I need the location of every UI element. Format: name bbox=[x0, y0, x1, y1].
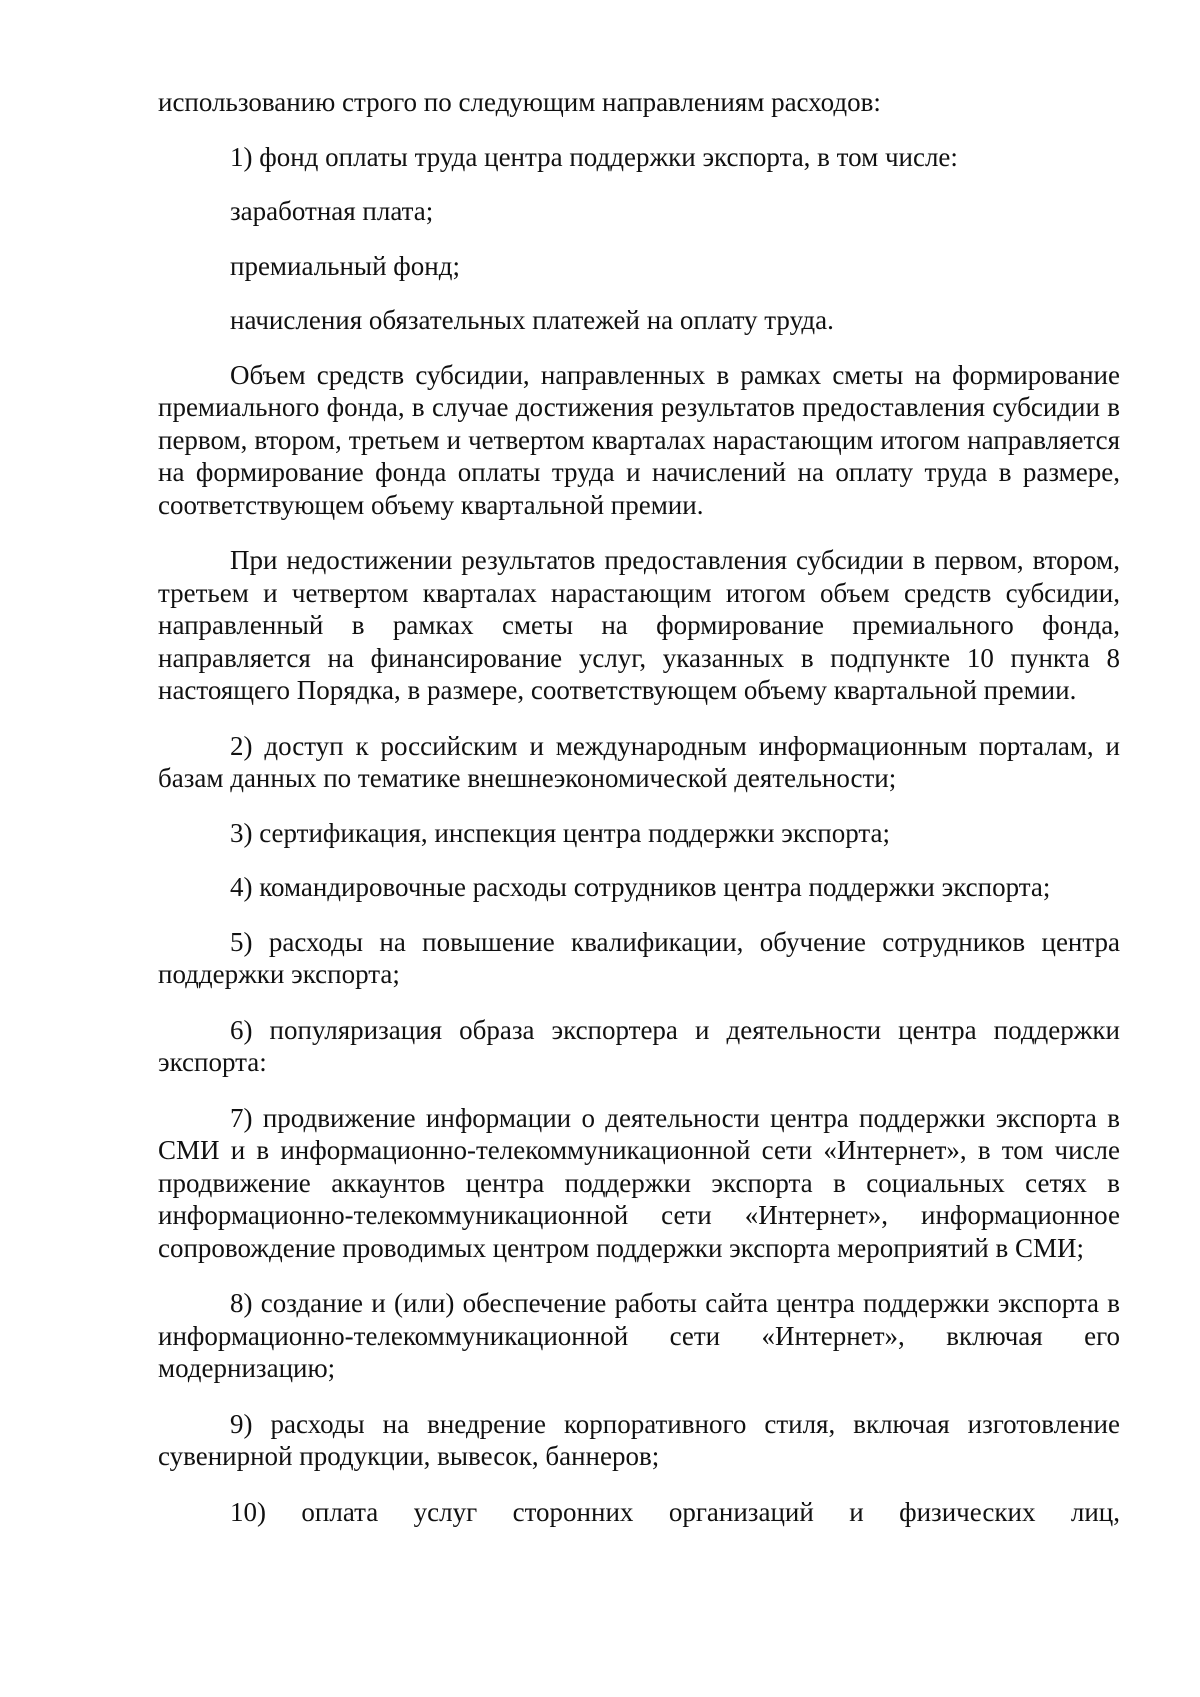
list-item-10: 10) оплата услуг сторонних организаций и физических лиц, bbox=[230, 1496, 1120, 1527]
list-item-2: 2) доступ к российским и международным информационным порталам, и базам данных по тематике внешнеэкономической деятельности; bbox=[158, 730, 1120, 793]
paragraph-intro: использованию строго по следующим направлениям расходов: bbox=[158, 87, 881, 117]
document-body bbox=[158, 86, 1120, 1528]
sub-item-salary: заработная плата; bbox=[230, 196, 434, 226]
list-item-7: 7) продвижение информации о деятельности центра поддержки экспорта в СМИ и в информационно-телекоммуникационной сети «Интернет», в том числе продвижение аккаунтов центра поддержки экспорта в социальных сетях в информационно-телекоммуникационной сети «Интернет», информационное сопровождение проводимых центром поддержки экспорта мероприятий в СМИ; bbox=[158, 1102, 1120, 1263]
paragraph-non-achievement: При недостижении результатов предоставления субсидии в первом, втором, третьем и четвертом кварталах нарастающим итогом объем средств субсидии, направленный в рамках сметы на формирование премиального фонда, направляется на финансирование услуг, указанных в подпункте 10 пункта 8 настоящего Порядка, в размере, соответствующем объему квартальной премии. bbox=[158, 545, 1120, 705]
list-item-9: 9) расходы на внедрение корпоративного стиля, включая изготовление сувенирной продукции, вывесок, баннеров; bbox=[158, 1408, 1120, 1471]
list-item-1: 1) фонд оплаты труда центра поддержки экспорта, в том числе: bbox=[230, 141, 958, 172]
list-item-4: 4) командировочные расходы сотрудников центра поддержки экспорта; bbox=[230, 872, 1051, 902]
paragraph-bonus-fund-volume: Объем средств субсидии, направленных в рамках сметы на формирование премиального фонда, в случае достижения результатов предоставления субсидии в первом, втором, третьем и четвертом кварталах нарастающим итогом направляется на формирование фонда оплаты труда и начислений на оплату труда в размере, соответствующем объему квартальной премии. bbox=[158, 359, 1120, 520]
list-item-6: 6) популяризация образа экспортера и деятельности центра поддержки экспорта: bbox=[158, 1014, 1120, 1077]
sub-item-mandatory-payments: начисления обязательных платежей на оплату труда. bbox=[230, 305, 834, 335]
list-item-3: 3) сертификация, инспекция центра поддержки экспорта; bbox=[230, 817, 890, 848]
list-item-8: 8) создание и (или) обеспечение работы сайта центра поддержки экспорта в информационно-телекоммуникационной сети «Интернет», включая его модернизацию; bbox=[158, 1288, 1120, 1383]
list-item-5: 5) расходы на повышение квалификации, обучение сотрудников центра поддержки экспорта; bbox=[158, 926, 1120, 989]
sub-item-bonus-fund: премиальный фонд; bbox=[230, 250, 460, 281]
